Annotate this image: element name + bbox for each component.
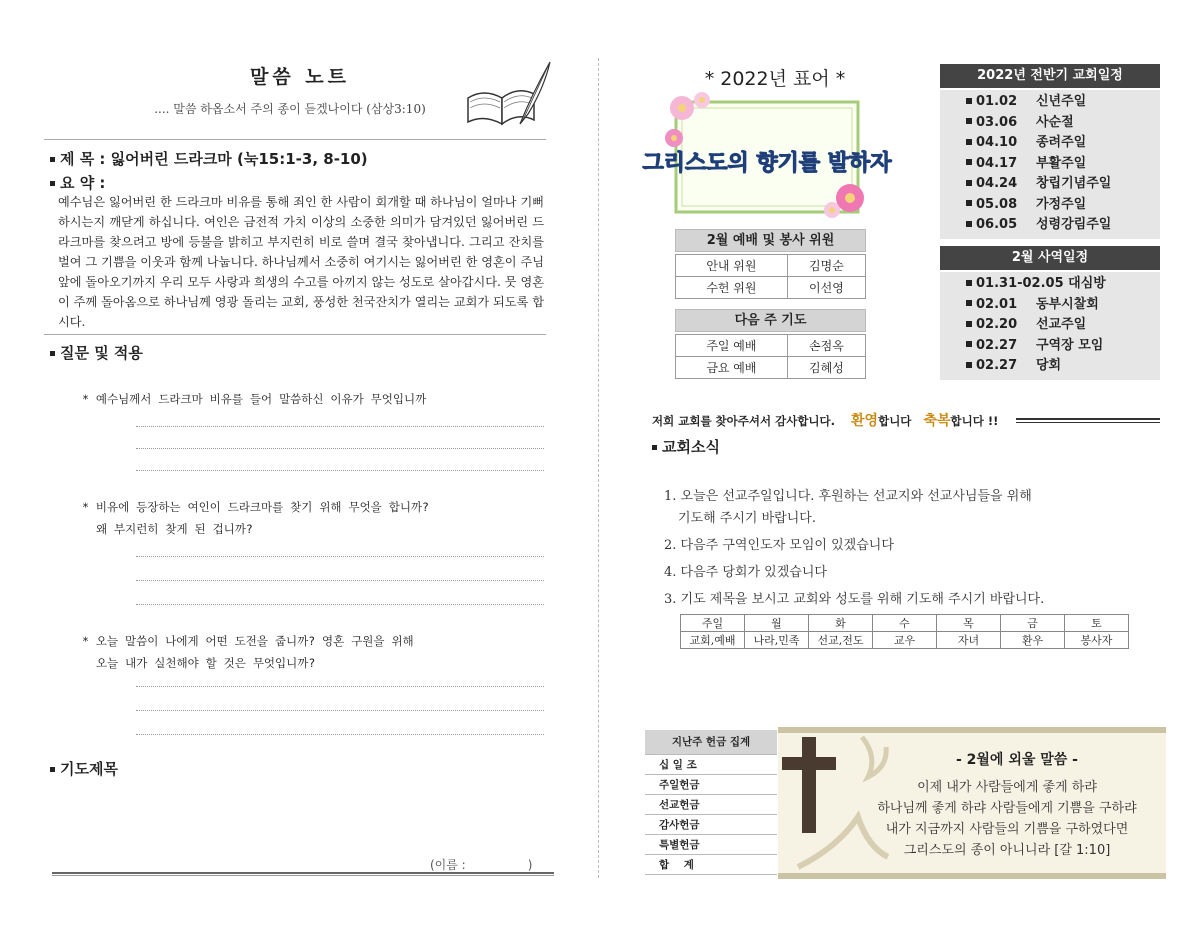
bullet-square-icon (966, 159, 972, 165)
bullet-square-icon (966, 180, 972, 186)
question-3 (82, 630, 414, 674)
bullet-square-icon (50, 181, 55, 186)
memory-verse-title: - 2월에 외울 말씀 - (955, 752, 1078, 768)
schedule-date: 02.27 (976, 358, 1018, 373)
day-cell: 월 (745, 615, 809, 632)
verse-line: 이제 내가 사람들에게 좋게 하랴 (917, 780, 1097, 795)
schedule-event: 성령강림주일 (1036, 217, 1112, 232)
open-book-quill-icon (462, 58, 554, 130)
blessing-suffix: 합니다 !! (950, 414, 999, 428)
news-number: 4. (664, 565, 677, 580)
memory-verse-card (778, 727, 1166, 879)
bullet-square-icon (966, 280, 972, 286)
sermon-title-label: 제 목 : (60, 150, 111, 168)
day-cell: 주일 (681, 615, 745, 632)
answer-line[interactable] (136, 448, 544, 449)
list-item (966, 154, 1160, 175)
list-item (966, 315, 1160, 336)
table-row (681, 632, 1129, 649)
topic-cell: 교회,예배 (681, 632, 745, 649)
topic-cell: 선교,전도 (809, 632, 873, 649)
topic-cell: 환우 (1001, 632, 1065, 649)
welcome-suffix: 합니다 (878, 414, 912, 428)
schedule-date: 04.10 (976, 135, 1018, 150)
name-cell: 김혜성 (787, 357, 865, 379)
answer-line[interactable] (136, 556, 544, 557)
summary-text: 예수님은 잃어버린 한 드라크마 비유를 통해 죄인 한 사람이 회개할 때 하나님이 얼마나 기뻐하시는지 깨닫게 하십니다. 여인은 금전적 가치 이상의 소중한 의미가 담겨있던 잃어버린 드라크마를 찾으려고 방에 등불을 밝히고 부지런히 비로 쓸며 결국 찾아냅니다. 그리고 잔치를 벌여 그 기쁨을 이웃과 함께 나눕니다. 하나님께서 소중히 여기시는 잃어버린 한 영혼이 주님 앞에 돌아오기까지 우리 모두 사랑과 희생의 수고를 아끼지 않는 성도로 살아갑시다. 뭇 영혼이 주께 돌아옴으로 하나님께 영광 돌리는 교회, 풍성한 천국잔치가 열리는 교회가 되도록 합시다. (58, 195, 544, 329)
prayer-heading (50, 758, 118, 779)
table-row (676, 255, 866, 277)
list-item (966, 133, 1160, 154)
table-row (676, 335, 866, 357)
welcome-word: 환영 (851, 413, 879, 429)
motto-title: * 2022년 표어 * (704, 68, 846, 90)
rule (44, 334, 546, 335)
offering-header: 지난주 헌금 집계 (645, 730, 777, 754)
news-text: 오늘은 선교주일입니다. 후원하는 선교지와 선교사님들을 위해 (680, 489, 1032, 504)
answer-line[interactable] (136, 686, 544, 687)
question-line: * 예수님께서 드라크마 비유를 들어 말씀하신 이유가 무엇입니까 (82, 392, 427, 406)
schedule-event: 사순절 (1036, 114, 1074, 130)
schedule-event: 신년주일 (1036, 94, 1087, 109)
news-number: 1. (664, 489, 677, 504)
offering-item: 합 계 (645, 854, 777, 874)
list-item (966, 336, 1160, 357)
questions-heading-label: 질문 및 적용 (60, 344, 143, 362)
bullet-square-icon (966, 221, 972, 227)
page-subtitle: .... 말씀 하옵소서 주의 종이 듣겠나이다 (삼상3:10) (154, 102, 426, 116)
offering-item: 선교헌금 (645, 794, 777, 814)
role-cell: 수헌 위원 (676, 277, 788, 299)
role-cell: 안내 위원 (676, 255, 788, 277)
table-row (645, 854, 777, 874)
news-heading (652, 436, 720, 457)
topic-cell: 자녀 (937, 632, 1001, 649)
day-cell: 목 (937, 615, 1001, 632)
welcome-rule (1016, 418, 1160, 423)
question-2 (82, 496, 429, 540)
list-item (966, 113, 1160, 134)
bullet-square-icon (966, 300, 972, 306)
question-1 (82, 388, 426, 410)
answer-line[interactable] (136, 470, 544, 471)
service-committee-header: 2월 예배 및 봉사 위원 (675, 229, 866, 252)
bullet-square-icon (966, 118, 972, 124)
list-item (966, 195, 1160, 216)
schedule-date: 01.02 (976, 94, 1018, 109)
schedule-event: 대심방 (1068, 276, 1106, 291)
list-item (966, 215, 1160, 236)
news-text: 다음주 구역인도자 모임이 있겠습니다 (680, 538, 894, 553)
bullet-square-icon (966, 362, 972, 368)
memory-verse-text (848, 777, 1166, 861)
schedule-event: 종려주일 (1036, 135, 1087, 150)
sermon-title (50, 148, 368, 169)
list-item (966, 274, 1160, 295)
table-row (645, 794, 777, 814)
welcome-lead: 저희 교회를 찾아주셔서 감사합니다. (652, 414, 836, 428)
schedule-date: 01.31-02.05 (976, 276, 1064, 291)
bullet-square-icon (966, 139, 972, 145)
blessing-word: 축복 (923, 413, 951, 429)
schedule-date: 04.17 (976, 155, 1018, 171)
bullet-square-icon (652, 445, 657, 450)
list-item (966, 356, 1160, 377)
weekly-prayer-table (680, 614, 1129, 649)
welcome-line (652, 410, 998, 430)
table-row (645, 754, 777, 774)
table-row (681, 615, 1129, 632)
news-text: 기도 제목을 보시고 교회와 성도를 위해 기도해 주시기 바랍니다. (680, 592, 1045, 607)
rule (44, 139, 546, 140)
service-committee-table (675, 254, 866, 299)
offering-item: 감사헌금 (645, 814, 777, 834)
table-row (645, 834, 777, 854)
summary-label: 요 약 : (60, 174, 106, 192)
topic-cell: 봉사자 (1065, 632, 1129, 649)
list-item (966, 174, 1160, 195)
list-item (664, 562, 1144, 584)
table-row (676, 357, 866, 379)
schedule-date: 02.27 (976, 337, 1018, 353)
church-schedule-header: 2022년 전반기 교회일정 (940, 64, 1160, 88)
bullet-square-icon (50, 767, 55, 772)
schedule-event: 당회 (1036, 358, 1062, 373)
day-cell: 수 (873, 615, 937, 632)
news-number: 3. (664, 592, 677, 607)
name-cell: 손점옥 (787, 335, 865, 357)
list-item (664, 486, 1144, 508)
motto-banner (642, 94, 892, 218)
role-cell: 주일 예배 (676, 335, 788, 357)
news-heading-label: 교회소식 (662, 438, 720, 456)
name-cell: 이선영 (787, 277, 865, 299)
day-cell: 화 (809, 615, 873, 632)
bullet-square-icon (966, 341, 972, 347)
page-divider (598, 58, 599, 878)
offering-item: 십 일 조 (645, 754, 777, 774)
bullet-square-icon (966, 321, 972, 327)
ministry-schedule-list (940, 272, 1160, 380)
table-row (645, 814, 777, 834)
schedule-event: 창립기념주일 (1036, 176, 1112, 191)
answer-line[interactable] (136, 426, 544, 427)
bottom-rule (52, 872, 554, 876)
questions-heading (50, 342, 143, 363)
name-cell: 김명순 (787, 255, 865, 277)
name-close: ) (527, 858, 533, 872)
role-cell: 금요 예배 (676, 357, 788, 379)
schedule-date: 02.01 (976, 296, 1018, 312)
schedule-date: 04.24 (976, 176, 1018, 191)
name-field[interactable] (430, 856, 532, 873)
schedule-event: 가정주일 (1036, 196, 1087, 212)
bullet-square-icon (966, 200, 972, 206)
question-line: 오늘 내가 실천해야 할 것은 무엇입니까? (96, 656, 316, 670)
answer-line[interactable] (136, 604, 544, 605)
offering-table (645, 730, 777, 875)
bullet-square-icon (966, 98, 972, 104)
list-item (966, 295, 1160, 316)
offering-item: 주일헌금 (645, 774, 777, 794)
schedule-date: 06.05 (976, 217, 1018, 232)
schedule-event: 동부시찰회 (1036, 296, 1099, 312)
news-text: 다음주 당회가 있겠습니다 (680, 565, 827, 580)
schedule-date: 03.06 (976, 114, 1018, 130)
day-cell: 토 (1065, 615, 1129, 632)
summary-heading (50, 172, 105, 193)
next-week-prayer-header: 다음 주 기도 (675, 309, 866, 332)
table-row (645, 730, 777, 754)
schedule-event: 선교주일 (1036, 317, 1087, 332)
question-line: * 오늘 말씀이 나에게 어떤 도전을 줍니까? 영혼 구원을 위해 (82, 634, 414, 648)
verse-line: 내가 지금까지 사람들의 기쁨을 구하였다면 (885, 822, 1129, 837)
question-line: * 비유에 등장하는 여인이 드라크마를 찾기 위해 무엇을 합니까? (82, 500, 429, 514)
news-text: 기도해 주시기 바랍니다. (678, 511, 816, 526)
answer-line[interactable] (136, 580, 544, 581)
church-schedule-list (940, 90, 1160, 239)
ministry-schedule-header: 2월 사역일정 (940, 246, 1160, 270)
offering-item: 특별헌금 (645, 834, 777, 854)
table-row (676, 277, 866, 299)
schedule-date: 05.08 (976, 196, 1018, 212)
sermon-title-value: 잃어버린 드라크마 (눅15:1-3, 8-10) (110, 150, 368, 168)
news-number: 2. (664, 538, 677, 553)
table-row (645, 774, 777, 794)
list-item (966, 92, 1160, 113)
verse-line: 하나님께 좋게 하랴 사람들에게 기쁨을 구하랴 (877, 801, 1137, 816)
motto-text: 그리스도의 향기를 발하자 (642, 151, 892, 176)
schedule-date: 02.20 (976, 317, 1018, 332)
question-line: 왜 부지런히 찾게 된 겁니까? (96, 522, 253, 536)
schedule-event: 부활주일 (1036, 155, 1087, 171)
day-cell: 금 (1001, 615, 1065, 632)
next-week-prayer-table (675, 334, 866, 379)
bullet-square-icon (50, 351, 55, 356)
schedule-event: 구역장 모임 (1036, 337, 1104, 353)
topic-cell: 교우 (873, 632, 937, 649)
news-list (664, 486, 1144, 611)
topic-cell: 나라,민족 (745, 632, 809, 649)
verse-line: 그리스도의 종이 아니니라 [갈 1:10] (903, 843, 1111, 858)
bullet-square-icon (50, 157, 55, 162)
page-title: 말씀 노트 (249, 66, 351, 88)
name-label: (이름 : (430, 858, 466, 872)
list-item (664, 535, 1144, 557)
list-item (664, 589, 1144, 611)
prayer-heading-label: 기도제목 (60, 760, 118, 778)
answer-line[interactable] (136, 710, 544, 711)
answer-line[interactable] (136, 734, 544, 735)
